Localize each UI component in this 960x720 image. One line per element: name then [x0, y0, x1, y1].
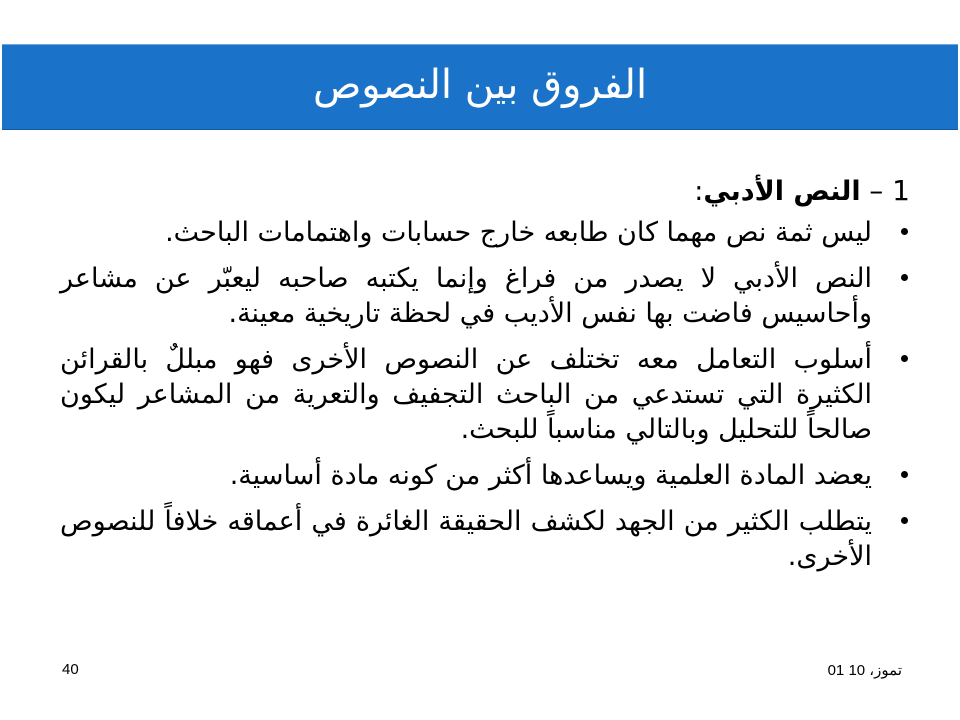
bullet-icon: [901, 274, 908, 281]
list-item-text: النص الأدبي لا يصدر من فراغ وإنما يكتبه صاحبه ليعبّر عن مشاعر وأحاسيس فاضت بها نفس الأديب في لحظة تاريخية معينة.: [60, 263, 872, 329]
list-item-text: يتطلب الكثير من الجهد لكشف الحقيقة الغائرة في أعماقه خلافاً للنصوص الأخرى.: [60, 506, 872, 572]
bullet-icon: [901, 355, 908, 362]
list-item: [60, 342, 912, 447]
heading-number: 1 –: [869, 174, 910, 207]
slide-title: الفروق بين النصوص: [312, 62, 648, 108]
title-bar: [2, 44, 958, 130]
bullet-icon: [901, 471, 908, 478]
bullet-icon: [901, 228, 908, 235]
section-heading: [60, 170, 912, 213]
list-item-text: يعضد المادة العلمية ويساعدها أكثر من كونه مادة أساسية.: [229, 460, 872, 491]
list-item: [60, 504, 912, 574]
slide-content: [60, 170, 912, 585]
list-item: [60, 458, 912, 493]
heading-suffix: :: [694, 176, 704, 207]
footer-date: 01 تموز، 10: [827, 662, 902, 679]
list-item: [60, 261, 912, 331]
list-item: [60, 215, 912, 250]
page-number: 40: [62, 661, 79, 678]
heading-label: النص الأدبي: [703, 176, 861, 207]
list-item-text: أسلوب التعامل معه تختلف عن النصوص الأخرى فهو مبللٌ بالقرائن الكثيرة التي تستدعي من الباحث التجفيف والتعرية من المشاعر ليكون صالحاً للتحليل وبالتالي مناسباً للبحث.: [60, 344, 872, 445]
bullet-list: [60, 215, 912, 574]
bullet-icon: [901, 517, 908, 524]
list-item-text: ليس ثمة نص مهما كان طابعه خارج حسابات واهتمامات الباحث.: [165, 217, 872, 248]
